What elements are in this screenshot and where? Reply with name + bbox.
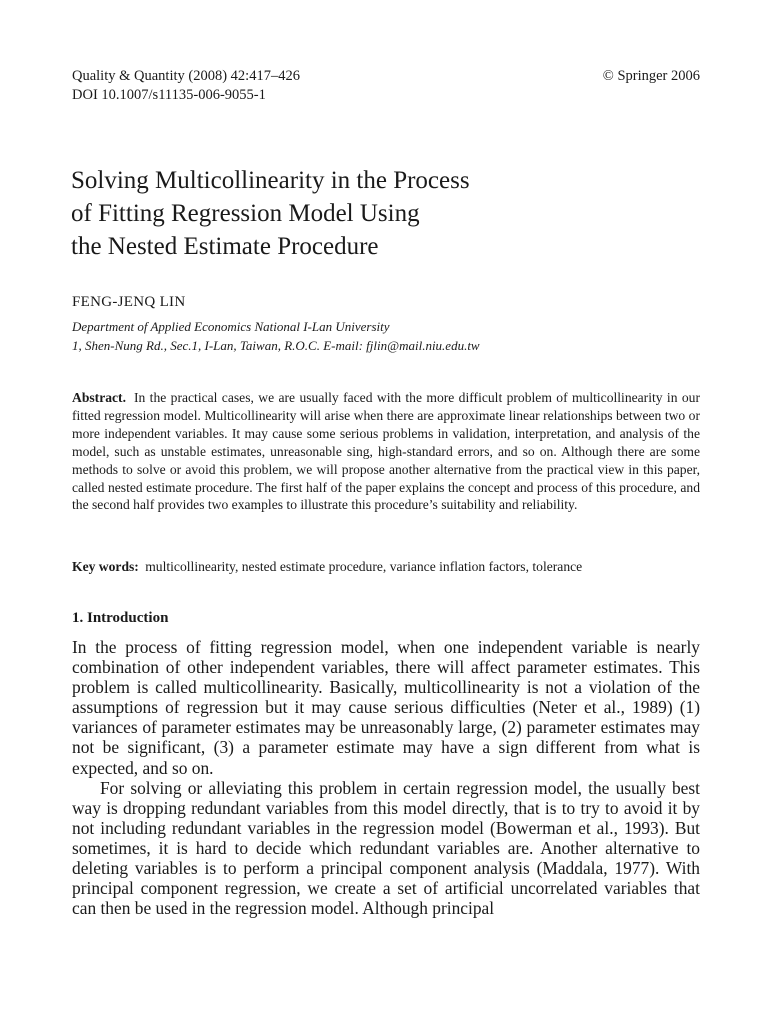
abstract-text: In the practical cases, we are usually faced with the more difficult problem of multicollinearity in our fitted regression model. Multicollinearity will arise when there are approximate linear relationships between two or more independent variables. It may cause some serious problems in validation, interpretation, and analysis of the model, such as unstable estimates, unreasonable sing, high-standard errors, and so on. Although there are some methods to solve or avoid this problem, we will propose another alternative from the practical view in this paper, called nested estimate procedure. The first half of the paper explains the concept and process of this procedure, and the second half provides two examples to illustrate this procedure’s suitability and reliability. [72,390,700,513]
affiliation-line: Department of Applied Economics National I-Lan University [72,319,390,334]
title-line: Solving Multicollinearity in the Process [71,167,470,194]
journal-header [72,67,700,105]
author-affiliation [72,317,480,355]
keywords [72,558,712,576]
paper-title [71,164,470,263]
author-name: FENG-JENQ LIN [72,294,186,310]
affiliation-line: 1, Shen-Nung Rd., Sec.1, I-Lan, Taiwan, R.O.C. E-mail: fjlin@mail.niu.edu.tw [72,338,480,353]
keywords-text: multicollinearity, nested estimate procedure, variance inflation factors, tolerance [145,559,583,574]
abstract [72,389,700,514]
journal-citation: Quality & Quantity (2008) 42:417–426 [72,68,300,84]
body-paragraph: In the process of fitting regression model, when one independent variable is nearly combination of other independent variables, there will affect parameter estimates. This problem is called multicollinearity. Basically, multicollinearity is not a violation of the assumptions of regression but it may cause serious difficulties (Neter et al., 1989) (1) variances of parameter estimates may be unreasonably large, (2) parameter estimates may not be significant, (3) a parameter estimate may have a sign different from what is expected, and so on. [72,637,700,778]
title-line: of Fitting Regression Model Using [71,200,420,227]
section-heading: 1. Introduction [72,610,169,626]
copyright-notice: © Springer 2006 [602,68,700,84]
section-body [72,637,700,918]
keywords-label: Key words: [72,559,139,574]
title-line: the Nested Estimate Procedure [71,233,379,260]
body-paragraph: For solving or alleviating this problem in certain regression model, the usually best way is dropping redundant variables from this model directly, that is to try to avoid it by not including redundant variables in the regression model (Bowerman et al., 1993). But sometimes, it is hard to decide which redundant variables are. Another alternative to deleting variables is to perform a principal component analysis (Maddala, 1977). With principal component regression, we create a set of artificial uncorrelated variables that can then be used in the regression model. Although principal [72,777,700,919]
abstract-label: Abstract. [72,390,126,405]
doi: DOI 10.1007/s11135-006-9055-1 [72,87,266,103]
